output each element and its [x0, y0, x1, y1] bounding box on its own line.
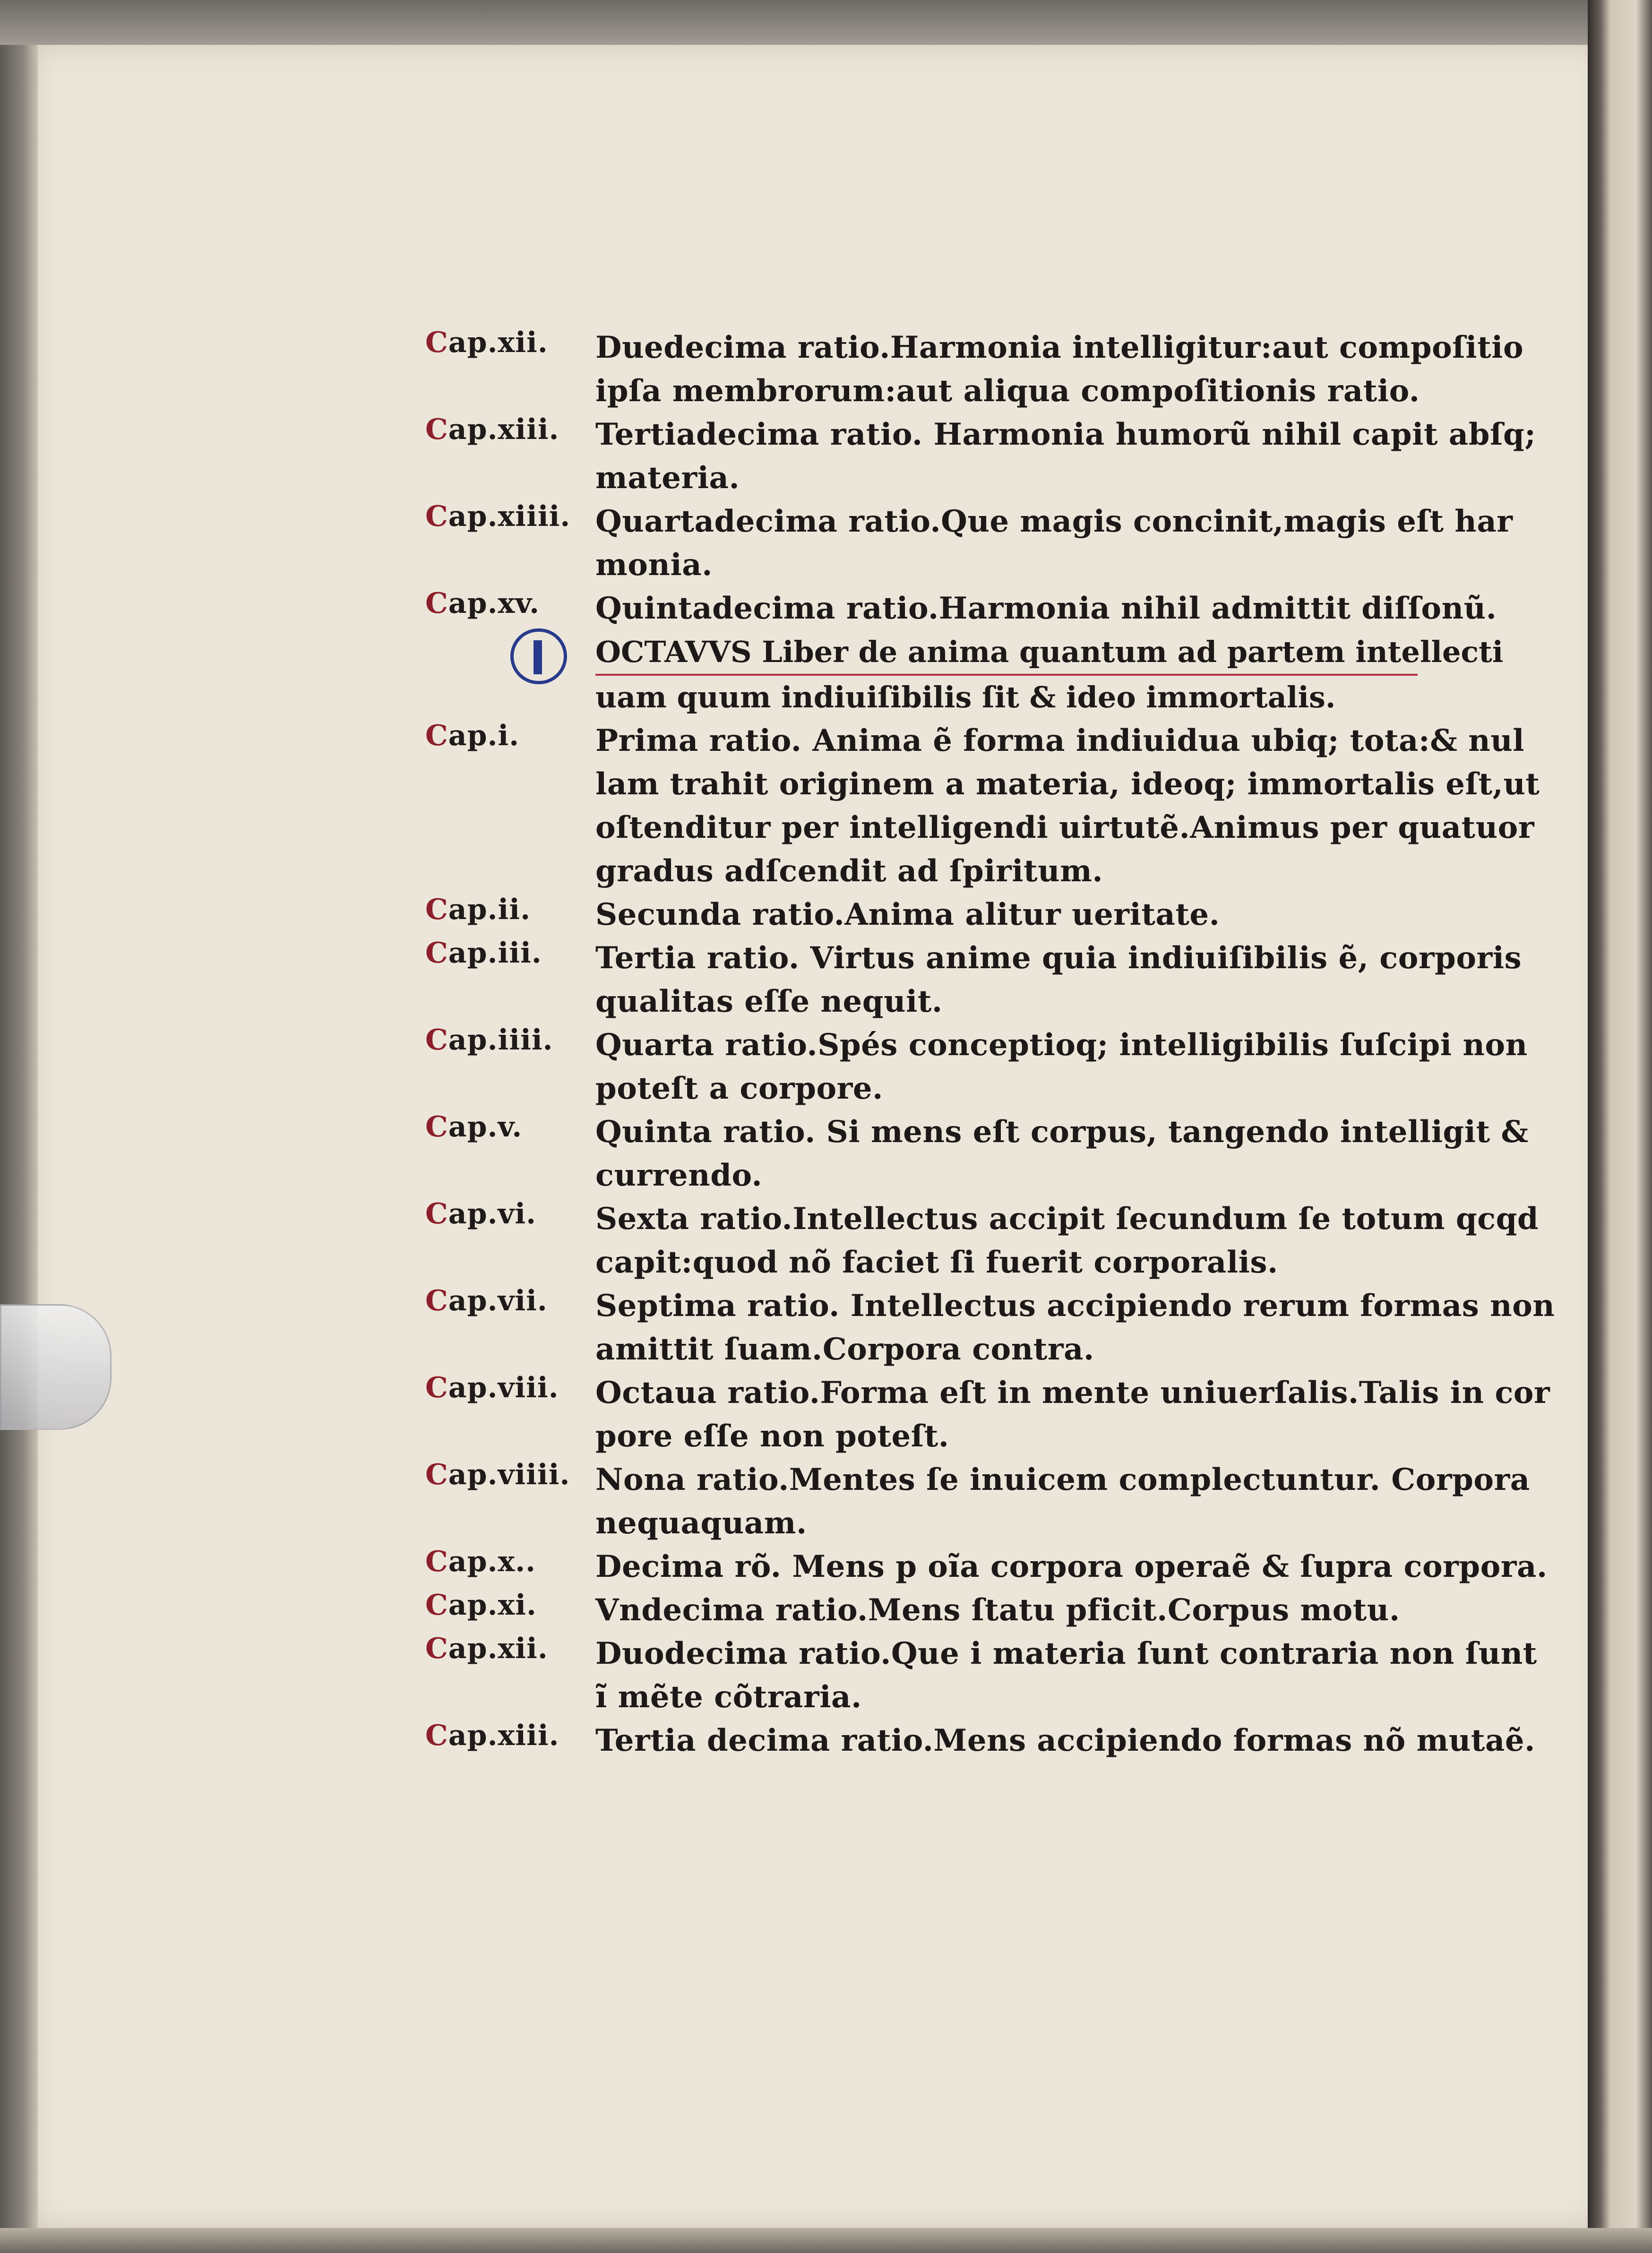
chapter-summary	[595, 1589, 1418, 1632]
summary-line: Quarta ratio.Spés conceptioq; intelligibilis ſuſcipi non	[595, 1027, 1528, 1063]
chapter-summary	[595, 1719, 1535, 1763]
chapter-entry	[425, 1458, 1530, 1545]
chapter-number-text: ap.vi.	[448, 1197, 537, 1230]
summary-line: currendo.	[595, 1158, 763, 1193]
summary-line: materia.	[595, 460, 740, 496]
summary-line: Quintadecima ratio.Harmonia nihil admittit diſſonũ.	[595, 591, 1497, 626]
rubricated-letter: C	[425, 587, 448, 620]
chapter-entry	[425, 1197, 1539, 1284]
chapter-entry	[425, 413, 1536, 500]
chapter-number-text: ap.xv.	[448, 587, 540, 620]
chapter-number-text: ap.xiii.	[448, 413, 559, 446]
summary-line: Tertia ratio. Virtus anime quia indiuiſibilis ẽ, corporis	[595, 940, 1522, 976]
chapter-entry	[425, 1023, 1528, 1110]
chapter-summary	[595, 1458, 1530, 1545]
rubricated-letter: C	[425, 1023, 448, 1057]
rubricated-letter: C	[425, 1284, 448, 1317]
chapter-entry	[425, 1632, 1537, 1719]
chapter-number-text: ap.xii.	[448, 1632, 548, 1665]
summary-line: Tertiadecima ratio. Harmonia humorũ nihil capit abſq;	[595, 417, 1536, 452]
rubricated-letter: C	[425, 1197, 448, 1230]
chapter-number-text: ap.viii.	[448, 1371, 559, 1404]
summary-line: Sexta ratio.Intellectus accipit ſecundum ſe totum qcqd	[595, 1201, 1539, 1237]
chapter-number-text: ap.iiii.	[448, 1023, 553, 1057]
summary-line: Vndecima ratio.Mens ſtatu pficit.Corpus motu.	[595, 1592, 1400, 1628]
summary-line: gradus adſcendit ad ſpiritum.	[595, 853, 1103, 889]
summary-line: qualitas eſſe nequit.	[595, 984, 943, 1019]
chapter-summary	[595, 326, 1524, 413]
chapter-summary	[595, 1284, 1555, 1371]
chapter-label	[425, 1110, 522, 1144]
chapter-label	[425, 1284, 548, 1317]
chapter-label	[425, 719, 519, 752]
chapter-summary	[595, 587, 1497, 630]
chapter-number-text: ap.xiii.	[448, 1719, 559, 1752]
decorated-initial	[510, 628, 567, 684]
rubricated-letter: C	[425, 326, 448, 359]
chapter-label	[425, 1371, 559, 1404]
book-heading	[595, 630, 1504, 719]
page-clip	[0, 1304, 112, 1430]
chapter-summary	[595, 1023, 1528, 1110]
chapter-entry	[425, 719, 1540, 893]
rubricated-letter: C	[425, 500, 448, 533]
chapter-entry	[425, 1110, 1529, 1197]
chapter-label	[425, 1719, 559, 1752]
summary-line: Decima rõ. Mens p oĩa corpora operaẽ & ſupra corpora.	[595, 1549, 1548, 1584]
page-left-edge	[0, 45, 38, 2253]
adjacent-page-edge	[1588, 0, 1652, 2253]
summary-line: Prima ratio. Anima ẽ forma indiuidua ubiq; tota:& nul	[595, 723, 1525, 758]
summary-line: capit:quod nõ faciet ſi fuerit corporalis.	[595, 1245, 1278, 1280]
chapter-number-text: ap.xi.	[448, 1589, 537, 1622]
rubricated-letter: C	[425, 1719, 448, 1752]
chapter-number-text: ap.x..	[448, 1545, 536, 1578]
chapter-summary	[595, 1197, 1539, 1284]
summary-line: Quartadecima ratio.Que magis concinit,magis eſt har	[595, 504, 1513, 539]
rubricated-letter: C	[425, 1545, 448, 1578]
summary-line: Duodecima ratio.Que i materia ſunt contraria non ſunt	[595, 1636, 1537, 1671]
chapter-entry	[425, 1284, 1555, 1371]
summary-line: ĩ mẽte cõtraria.	[595, 1679, 862, 1715]
heading-line: OCTAVVS Liber de anima quantum ad partem intellecti	[595, 630, 1418, 676]
chapter-number-text: ap.xii.	[448, 326, 548, 359]
chapter-entry	[425, 326, 1524, 413]
summary-line: Tertia decima ratio.Mens accipiendo formas nõ mutaẽ.	[595, 1723, 1535, 1758]
rubricated-letter: C	[425, 937, 448, 970]
rubricated-letter: C	[425, 413, 448, 446]
summary-line: Nona ratio.Mentes ſe inuicem complectuntur. Corpora	[595, 1462, 1530, 1497]
rubricated-letter: C	[425, 893, 448, 926]
chapter-summary	[595, 1371, 1550, 1458]
chapter-number-text: ap.i.	[448, 719, 520, 752]
chapter-label	[425, 326, 548, 359]
chapter-label	[425, 413, 559, 446]
chapter-entry	[425, 500, 1513, 587]
summary-line: Duedecima ratio.Harmonia intelligitur:aut compoſitio	[595, 330, 1524, 365]
chapter-label	[425, 937, 542, 970]
rubricated-letter: C	[425, 1371, 448, 1404]
chapter-entry	[425, 1719, 1535, 1763]
chapter-label	[425, 1197, 536, 1230]
chapter-number-text: ap.ii.	[448, 893, 531, 926]
summary-line: poteſt a corpore.	[595, 1071, 883, 1106]
summary-line: Octaua ratio.Forma eſt in mente uniuerſalis.Talis in cor	[595, 1375, 1550, 1410]
chapter-label	[425, 1632, 548, 1665]
rubricated-letter: C	[425, 1458, 448, 1491]
chapter-summary	[595, 1110, 1529, 1197]
chapter-summary	[595, 413, 1536, 500]
chapter-entry	[425, 1589, 1418, 1632]
chapter-label	[425, 1545, 536, 1578]
chapter-number-text: ap.vii.	[448, 1284, 548, 1317]
summary-line: monia.	[595, 547, 713, 583]
chapter-label	[425, 1023, 553, 1057]
chapter-summary	[595, 500, 1513, 587]
chapter-number-text: ap.iii.	[448, 937, 542, 970]
chapter-summary	[595, 719, 1540, 893]
chapter-label	[425, 500, 570, 533]
rubricated-letter: C	[425, 1110, 448, 1144]
book-bottom-edge	[0, 2228, 1652, 2253]
rubricated-letter: C	[425, 719, 448, 752]
chapter-summary	[595, 1632, 1537, 1719]
summary-line: Secunda ratio.Anima alitur ueritate.	[595, 897, 1220, 932]
chapter-label	[425, 587, 540, 620]
chapter-entry	[425, 587, 1497, 630]
summary-line: oſtenditur per intelligendi uirtutẽ.Animus per quatuor	[595, 810, 1535, 845]
heading-line: uam quum indiuiſibilis ſit & ideo immortalis.	[595, 680, 1336, 714]
chapter-number-text: ap.v.	[448, 1110, 523, 1144]
chapter-label	[425, 1458, 570, 1491]
summary-line: nequaquam.	[595, 1505, 807, 1541]
chapter-summary	[595, 937, 1522, 1023]
summary-line: lam trahit originem a materia, ideoq; immortalis eſt,ut	[595, 766, 1540, 802]
summary-line: Quinta ratio. Si mens eſt corpus, tangendo intelligit &	[595, 1114, 1529, 1150]
summary-line: pore eſſe non poteſt.	[595, 1419, 949, 1454]
chapter-entry	[425, 937, 1522, 1023]
chapter-summary	[595, 893, 1418, 937]
chapter-list	[425, 326, 1555, 1763]
chapter-number-text: ap.viiii.	[448, 1458, 570, 1491]
chapter-entry	[425, 1371, 1550, 1458]
rubricated-letter: C	[425, 1589, 448, 1622]
summary-line: ipſa membrorum:aut aliqua compoſitionis ratio.	[595, 373, 1420, 409]
chapter-label	[425, 1589, 537, 1622]
chapter-number-text: ap.xiiii.	[448, 500, 571, 533]
rubricated-letter: C	[425, 1632, 448, 1665]
summary-line: amittit ſuam.Corpora contra.	[595, 1332, 1094, 1367]
chapter-entry	[425, 893, 1418, 937]
summary-line: Septima ratio. Intellectus accipiendo rerum formas non	[595, 1288, 1555, 1324]
chapter-label	[425, 893, 531, 926]
chapter-entry	[425, 1545, 1548, 1589]
chapter-summary	[595, 1545, 1548, 1589]
